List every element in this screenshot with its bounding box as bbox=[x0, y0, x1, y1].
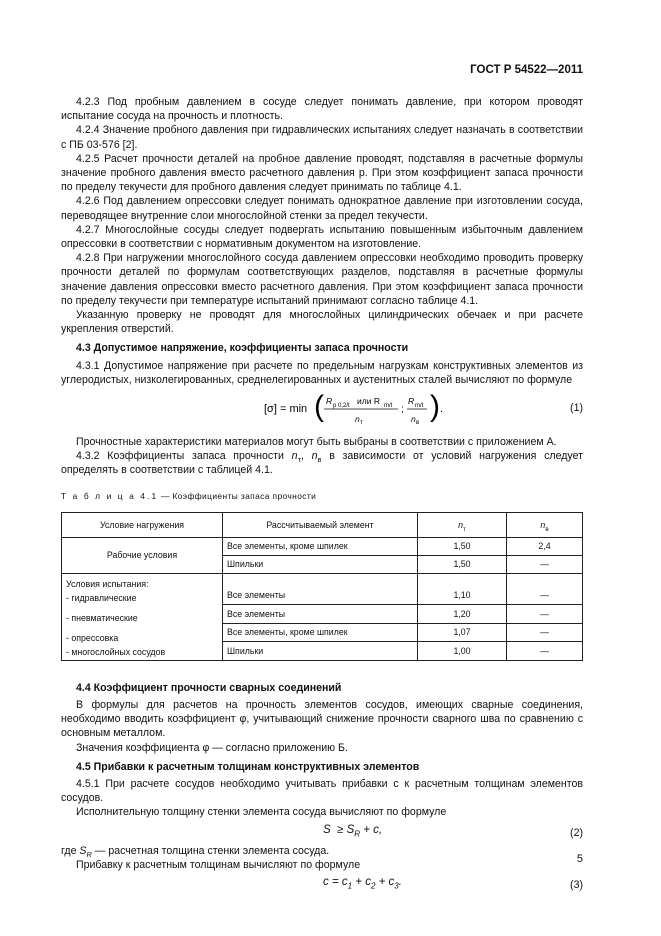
document-id: ГОСТ Р 54522—2011 bbox=[470, 64, 583, 76]
paragraph-4-3-2: 4.3.2 Коэффициенты запаса прочности $n_т$, $n_в$ в зависимости от условий нагружения следует определять в соответствии с таблицей 4.1. bbox=[61, 450, 583, 477]
paragraph-4-2-4: 4.2.4 Значение пробного давления при гидравлических испытаниях следует назначать в соответствии с ПБ 03-576 [2]. bbox=[61, 124, 583, 151]
paragraph-4-2-3: 4.2.3 Под пробным давлением в сосуде следует понимать давление, при котором проводят испытание сосуда на прочность и плотность. bbox=[61, 96, 583, 123]
table-cell-element: Все элементы, кроме шпилек bbox=[223, 623, 418, 642]
table-cell-nv: — bbox=[507, 642, 583, 661]
svg-text:R: R bbox=[326, 396, 333, 407]
formula-2 bbox=[61, 822, 583, 842]
table-header-row bbox=[62, 512, 583, 537]
svg-text:или R: или R bbox=[357, 396, 380, 407]
table-row bbox=[62, 537, 583, 555]
svg-text:;: ; bbox=[401, 404, 404, 416]
paragraph-4-2-8: 4.2.8 При нагружении многослойного сосуда давлением опрессовки необходимо проводить проверку прочности деталей по формулам соответствующих разделов, подставляя в расчетные формулы значение давления опрессовки вместо расчетного давления. При этом коэффициент запаса прочности по пределу текучести при температуре испытаний принимают согласно таблице 4.1. bbox=[61, 252, 583, 307]
svg-text:в: в bbox=[416, 420, 420, 427]
paragraph-4-4: В формулы для расчетов на прочность элементов сосудов, имеющих сварные соединения, необходимо вводить коэффициент φ, учитывающий снижение прочности сварного шва по сравнению с основным металлом. bbox=[61, 699, 583, 740]
paragraph-4-3-1: 4.3.1 Допустимое напряжение при расчете по предельным нагрузкам конструктивных элементов из углеродистых, низколегированных, среднелегированных и аустенитных сталей вычисляют по формуле bbox=[61, 359, 583, 386]
table-header-element: Рассчитываемый элемент bbox=[223, 512, 418, 537]
svg-text:p 0,2/t: p 0,2/t bbox=[333, 403, 350, 410]
svg-text:m/t: m/t bbox=[415, 403, 424, 410]
table-cell-element: Все элементы, кроме шпилек bbox=[223, 537, 418, 555]
paragraph-4-5-1-formula-intro: Исполнительную толщину стенки элемента сосуда вычисляют по формуле bbox=[76, 806, 447, 819]
formula-3-expression: $c = c_1 + c_2 + c_3$. bbox=[323, 876, 402, 891]
formula-1-expression bbox=[264, 391, 494, 433]
paragraph-4-2-5: 4.2.5 Расчет прочности деталей на пробное давление проводят, подставляя в расчетные формулы значение пробного давления вместо расчетного давления p. При этом коэффициент запаса прочности по пределу текучести для пробного давления следует принимать по таблице 4.1. bbox=[61, 152, 583, 194]
paragraph-4-2-8-note: Указанную проверку не проводят для многослойных цилиндрических обечаек и при расчете укрепления отверстий. bbox=[61, 309, 583, 336]
paragraph-4-2-7: 4.2.7 Многослойные сосуды следует подвергать испытанию повышенным избыточным давлением опрессовки в соответствии с нормативным документом на изготовление. bbox=[61, 223, 583, 251]
svg-text:R: R bbox=[408, 396, 415, 407]
table-cell-element: Все элементы bbox=[223, 604, 418, 623]
svg-text:т: т bbox=[360, 420, 363, 427]
paragraph-4-3-1-note: Прочностные характеристики материалов могут быть выбраны в соответствии с приложением А. bbox=[76, 436, 557, 449]
svg-text:n: n bbox=[411, 414, 416, 425]
svg-text:m/t: m/t bbox=[384, 403, 393, 410]
formula-3-number: (3) bbox=[570, 879, 583, 892]
formula-2-expression: $S \ge S_R + c$, bbox=[323, 823, 383, 838]
table-cell-condition: Условия испытания: - гидравлические - пневматические - опрессовка - многослойных сосудов bbox=[62, 573, 223, 660]
table-cell-element: Шпильки bbox=[223, 642, 418, 661]
table-cell-nt: 1,50 bbox=[418, 537, 507, 555]
table-cell-nv: — bbox=[507, 623, 583, 642]
table-cell-nt: 1,07 bbox=[418, 623, 507, 642]
table-row bbox=[62, 573, 583, 604]
paragraph-4-5-1: 4.5.1 При расчете сосудов необходимо учитывать прибавки c к расчетным толщинам элементов сосудов. bbox=[61, 778, 583, 805]
table-cell-nv: — bbox=[507, 604, 583, 623]
formula-2-number: (2) bbox=[570, 826, 583, 839]
table-cell-nt: 1,20 bbox=[418, 604, 507, 623]
table-caption: Т а б л и ц а 4.1 — Коэффициенты запаса прочности bbox=[61, 490, 317, 501]
table-cell-nt: 1,10 bbox=[418, 573, 507, 604]
page-number: 5 bbox=[576, 853, 583, 865]
svg-text:.: . bbox=[440, 403, 444, 416]
table-cell-nt: 1,00 bbox=[418, 642, 507, 661]
svg-text:(: ( bbox=[314, 391, 324, 424]
section-heading-4-4: 4.4 Коэффициент прочности сварных соединений bbox=[76, 681, 342, 694]
table-cell-nv: — bbox=[507, 555, 583, 573]
formula-1-number: (1) bbox=[570, 402, 583, 415]
table-cell-condition: Рабочие условия bbox=[62, 537, 223, 573]
section-heading-4-5: 4.5 Прибавки к расчетным толщинам конструктивных элементов bbox=[76, 760, 420, 773]
formula-1 bbox=[61, 391, 583, 429]
paragraph-4-5-1-allowance: Прибавку к расчетным толщинам вычисляют по формуле bbox=[76, 858, 361, 871]
svg-text:): ) bbox=[430, 391, 440, 424]
paragraph-4-2-6: 4.2.6 Под давлением опрессовки следует понимать однократное давление при изготовлении сосуда, переводящее внутренние слои многослойной стенки за предел текучести. bbox=[61, 195, 583, 222]
paragraph-4-4-note: Значения коэффициента φ — согласно приложению Б. bbox=[76, 741, 348, 754]
table-cell-element: Все элементы bbox=[223, 573, 418, 604]
formula-3 bbox=[61, 874, 583, 894]
table-cell-element: Шпильки bbox=[223, 555, 418, 573]
table-header-nv: $n_в$ bbox=[507, 512, 583, 537]
table-cell-nv: 2,4 bbox=[507, 537, 583, 555]
formula-1-lhs: [σ] = min bbox=[264, 403, 308, 416]
table-cell-nv: — bbox=[507, 573, 583, 604]
document-body bbox=[61, 95, 583, 896]
table-header-condition: Условие нагружения bbox=[62, 512, 223, 537]
table-header-nt: $n_т$ bbox=[418, 512, 507, 537]
paragraph-4-5-1-where: где $S_R$ — расчетная толщина стенки элемента сосуда. bbox=[61, 844, 330, 859]
safety-factor-table bbox=[61, 512, 583, 661]
section-heading-4-3: 4.3 Допустимое напряжение, коэффициенты запаса прочности bbox=[76, 342, 409, 355]
table-cell-nt: 1,50 bbox=[418, 555, 507, 573]
svg-text:n: n bbox=[355, 414, 360, 425]
